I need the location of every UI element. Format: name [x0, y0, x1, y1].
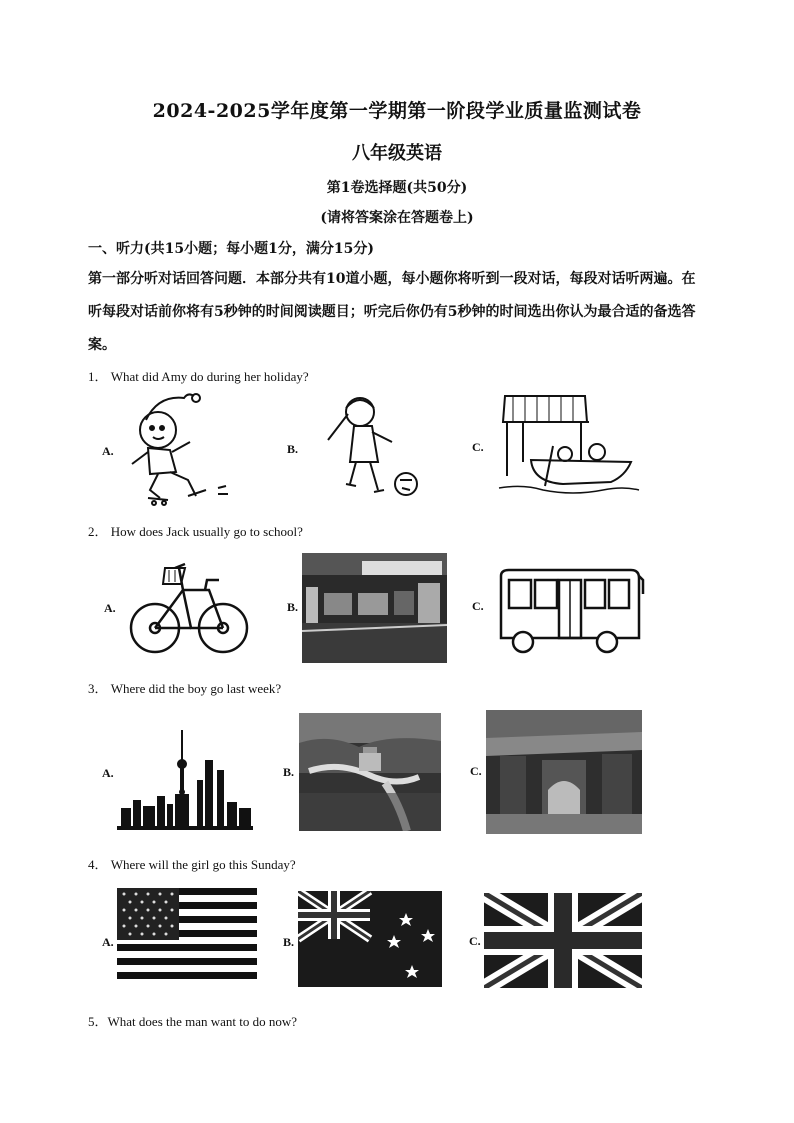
question-text: What did Amy do during her holiday?	[110, 369, 309, 384]
question-4	[88, 854, 296, 873]
option-b[interactable]: B.	[287, 600, 299, 614]
answer-note: (请将答案涂在答题卷上)	[320, 210, 474, 226]
option-a[interactable]: A.	[104, 601, 116, 615]
question-3	[88, 678, 281, 697]
stilt-house-boat-picture	[493, 390, 643, 502]
question-number: 4．	[88, 857, 108, 872]
question-text: What does the man want to do now?	[107, 1014, 298, 1029]
great-wall-picture	[299, 713, 441, 831]
question-5	[88, 1011, 297, 1030]
exam-subtitle: 八年级英语	[352, 143, 442, 164]
option-b[interactable]: B.	[283, 765, 295, 779]
old-gate-picture	[486, 710, 642, 834]
us-flag-picture	[117, 888, 257, 982]
question-number: 3．	[88, 681, 108, 696]
option-a[interactable]: A.	[102, 766, 114, 780]
question-number: 2．	[88, 524, 108, 539]
subway-station-picture	[302, 553, 447, 663]
skating-child-picture	[118, 390, 233, 508]
question-text: Where did the boy go last week?	[110, 681, 282, 696]
girl-football-picture	[320, 392, 425, 504]
section-instruction: 第一部分听对话回答问题．本部分共有10道小题，每小题你将听到一段对话，每段对话听两遍。在听每段对话前你将有5秒钟的时间阅读题目；听完后你仍有5秒钟的时间选出你认为最合适的备选答案。	[88, 271, 696, 353]
option-c[interactable]: C.	[472, 440, 484, 454]
city-skyline-picture	[117, 730, 253, 830]
option-c[interactable]: C.	[472, 599, 484, 613]
new-zealand-flag-picture	[298, 891, 442, 987]
option-a[interactable]: A.	[102, 444, 114, 458]
question-text: Where will the girl go this Sunday?	[110, 857, 296, 872]
uk-flag-picture	[484, 893, 642, 988]
question-text: How does Jack usually go to school?	[110, 524, 303, 539]
exam-title: 2024-2025学年度第一学期第一阶段学业质量监测试卷	[152, 100, 642, 122]
question-2	[88, 521, 303, 540]
option-b[interactable]: B.	[287, 442, 299, 456]
paper-heading: 第1卷选择题(共50分)	[326, 180, 468, 196]
option-c[interactable]: C.	[469, 934, 481, 948]
question-number: 5．	[88, 1014, 108, 1029]
option-c[interactable]: C.	[470, 764, 482, 778]
bus-picture	[493, 566, 645, 658]
question-1	[88, 366, 309, 385]
bicycle-picture	[125, 560, 253, 656]
section-heading: 一、听力(共15小题；每小题1分，满分15分)	[88, 241, 374, 257]
option-a[interactable]: A.	[102, 935, 114, 949]
option-b[interactable]: B.	[283, 935, 295, 949]
question-number: 1．	[88, 369, 108, 384]
